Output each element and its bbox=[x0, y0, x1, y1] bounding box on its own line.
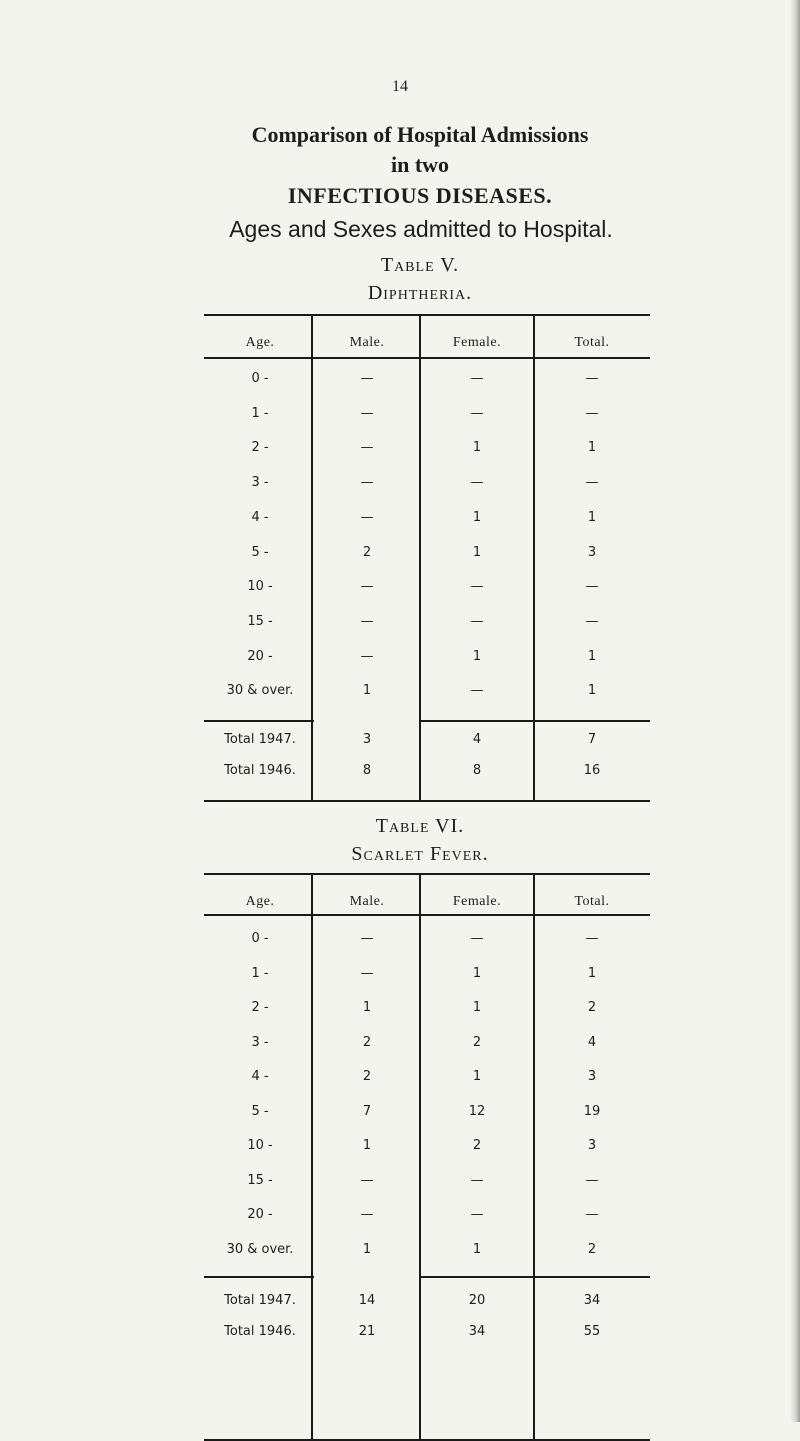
row-age-cell: 1 - bbox=[251, 965, 269, 981]
row-female-cell: 1 bbox=[472, 1069, 482, 1084]
total-male-cell: 8 bbox=[362, 763, 372, 778]
row-female-cell: 1 bbox=[472, 1241, 482, 1257]
column-header-female: Female. bbox=[452, 894, 502, 909]
row-female-cell: — bbox=[470, 683, 484, 699]
row-age-cell: 0 - bbox=[251, 931, 269, 946]
row-total-cell: 3 bbox=[587, 544, 597, 560]
row-female-cell: 2 bbox=[472, 1138, 482, 1153]
total-total-cell: 16 bbox=[583, 763, 601, 778]
row-male-cell: — bbox=[360, 1172, 374, 1188]
row-total-cell: 1 bbox=[587, 509, 597, 525]
row-male-cell: 2 bbox=[362, 1069, 372, 1084]
totals-rule bbox=[419, 1276, 650, 1278]
row-female-cell: — bbox=[470, 405, 484, 421]
total-male-cell: 14 bbox=[358, 1293, 376, 1308]
total-age-cell: Total 1947. bbox=[224, 732, 296, 747]
row-age-cell: 5 - bbox=[251, 1103, 269, 1119]
page-edge-shadow bbox=[790, 0, 800, 1422]
row-age-cell: 0 - bbox=[251, 371, 269, 386]
row-male-cell: — bbox=[360, 405, 374, 421]
row-age-cell: 3 - bbox=[251, 475, 269, 491]
total-total-cell: 55 bbox=[583, 1324, 601, 1339]
table-v-disease: Diphtheria. bbox=[367, 282, 473, 304]
row-total-cell: 1 bbox=[587, 440, 597, 456]
row-age-cell: 3 - bbox=[251, 1034, 269, 1050]
row-total-cell: 1 bbox=[587, 683, 597, 699]
row-age-cell: 20 - bbox=[247, 648, 273, 664]
row-age-cell: 2 - bbox=[251, 440, 269, 456]
row-female-cell: — bbox=[470, 1172, 484, 1188]
total-age-cell: Total 1946. bbox=[224, 763, 296, 778]
row-total-cell: — bbox=[585, 405, 599, 421]
table-vi-heading: Table VI. bbox=[375, 815, 465, 837]
column-header-age: Age. bbox=[245, 335, 275, 350]
row-male-cell: — bbox=[360, 1207, 374, 1222]
row-female-cell: 1 bbox=[472, 509, 482, 525]
row-male-cell: 1 bbox=[362, 1000, 372, 1015]
row-age-cell: 15 - bbox=[247, 1172, 273, 1188]
title-line-2: in two bbox=[390, 152, 450, 177]
total-male-cell: 21 bbox=[358, 1324, 376, 1339]
totals-rule bbox=[204, 720, 314, 722]
total-age-cell: Total 1946. bbox=[224, 1324, 296, 1339]
row-total-cell: 3 bbox=[587, 1069, 597, 1084]
scarlet-fever-table bbox=[204, 873, 650, 1441]
row-total-cell: — bbox=[585, 1172, 599, 1188]
header-rule bbox=[204, 357, 650, 359]
row-total-cell: — bbox=[585, 579, 599, 595]
row-female-cell: — bbox=[470, 931, 484, 946]
total-male-cell: 3 bbox=[362, 732, 372, 747]
row-female-cell: — bbox=[470, 1207, 484, 1222]
column-header-male: Male. bbox=[349, 894, 385, 909]
row-age-cell: 20 - bbox=[247, 1207, 273, 1222]
row-total-cell: 3 bbox=[587, 1138, 597, 1153]
totals-rule bbox=[204, 1276, 314, 1278]
row-male-cell: — bbox=[360, 965, 374, 981]
total-total-cell: 34 bbox=[583, 1293, 601, 1308]
row-female-cell: — bbox=[470, 613, 484, 629]
row-male-cell: 1 bbox=[362, 1138, 372, 1153]
title-line-3: INFECTIOUS DISEASES. bbox=[287, 183, 553, 208]
row-age-cell: 10 - bbox=[247, 579, 273, 595]
row-female-cell: — bbox=[470, 475, 484, 491]
row-female-cell: 12 bbox=[468, 1103, 486, 1119]
row-male-cell: — bbox=[360, 509, 374, 525]
row-male-cell: — bbox=[360, 931, 374, 946]
row-age-cell: 5 - bbox=[251, 544, 269, 560]
row-age-cell: 4 - bbox=[251, 509, 269, 525]
column-header-total: Total. bbox=[574, 335, 610, 350]
row-age-cell: 2 - bbox=[251, 1000, 269, 1015]
row-total-cell: — bbox=[585, 931, 599, 946]
row-total-cell: — bbox=[585, 1207, 599, 1222]
page-subtitle: Ages and Sexes admitted to Hospital. bbox=[229, 216, 613, 242]
header-rule bbox=[204, 914, 650, 916]
column-header-male: Male. bbox=[349, 335, 385, 350]
row-total-cell: 19 bbox=[583, 1103, 601, 1119]
row-female-cell: 2 bbox=[472, 1034, 482, 1050]
total-total-cell: 7 bbox=[587, 732, 597, 747]
column-divider bbox=[311, 875, 313, 1439]
row-female-cell: 1 bbox=[472, 965, 482, 981]
row-female-cell: 1 bbox=[472, 440, 482, 456]
total-female-cell: 20 bbox=[468, 1293, 486, 1308]
row-male-cell: — bbox=[360, 648, 374, 664]
row-total-cell: 1 bbox=[587, 648, 597, 664]
row-total-cell: — bbox=[585, 371, 599, 386]
column-divider bbox=[533, 875, 535, 1439]
row-total-cell: 2 bbox=[587, 1241, 597, 1257]
row-male-cell: 7 bbox=[362, 1103, 372, 1119]
row-female-cell: 1 bbox=[472, 648, 482, 664]
total-age-cell: Total 1947. bbox=[224, 1293, 296, 1308]
row-age-cell: 10 - bbox=[247, 1138, 273, 1153]
row-total-cell: 4 bbox=[587, 1034, 597, 1050]
page-number: 14 bbox=[392, 78, 408, 95]
row-age-cell: 30 & over. bbox=[226, 1241, 294, 1257]
row-male-cell: 2 bbox=[362, 1034, 372, 1050]
row-male-cell: — bbox=[360, 371, 374, 386]
row-total-cell: 1 bbox=[587, 965, 597, 981]
row-total-cell: — bbox=[585, 475, 599, 491]
row-female-cell: 1 bbox=[472, 1000, 482, 1015]
total-female-cell: 8 bbox=[472, 763, 482, 778]
table-vi-disease: Scarlet Fever. bbox=[351, 843, 489, 865]
column-divider bbox=[419, 875, 421, 1439]
row-male-cell: — bbox=[360, 613, 374, 629]
row-male-cell: — bbox=[360, 440, 374, 456]
row-male-cell: — bbox=[360, 475, 374, 491]
total-female-cell: 4 bbox=[472, 732, 482, 747]
row-male-cell: 1 bbox=[362, 1241, 372, 1257]
row-male-cell: 1 bbox=[362, 683, 372, 699]
row-female-cell: — bbox=[470, 371, 484, 386]
row-female-cell: 1 bbox=[472, 544, 482, 560]
row-age-cell: 30 & over. bbox=[226, 683, 294, 699]
row-age-cell: 4 - bbox=[251, 1069, 269, 1084]
row-total-cell: 2 bbox=[587, 1000, 597, 1015]
title-line-1: Comparison of Hospital Admissions bbox=[251, 122, 589, 147]
total-female-cell: 34 bbox=[468, 1324, 486, 1339]
column-header-female: Female. bbox=[452, 335, 502, 350]
row-age-cell: 15 - bbox=[247, 613, 273, 629]
totals-rule bbox=[419, 720, 650, 722]
row-male-cell: — bbox=[360, 579, 374, 595]
column-header-age: Age. bbox=[245, 894, 275, 909]
column-header-total: Total. bbox=[574, 894, 610, 909]
diphtheria-table bbox=[204, 314, 650, 802]
row-age-cell: 1 - bbox=[251, 405, 269, 421]
row-male-cell: 2 bbox=[362, 544, 372, 560]
table-v-heading: Table V. bbox=[380, 254, 460, 276]
row-total-cell: — bbox=[585, 613, 599, 629]
row-female-cell: — bbox=[470, 579, 484, 595]
